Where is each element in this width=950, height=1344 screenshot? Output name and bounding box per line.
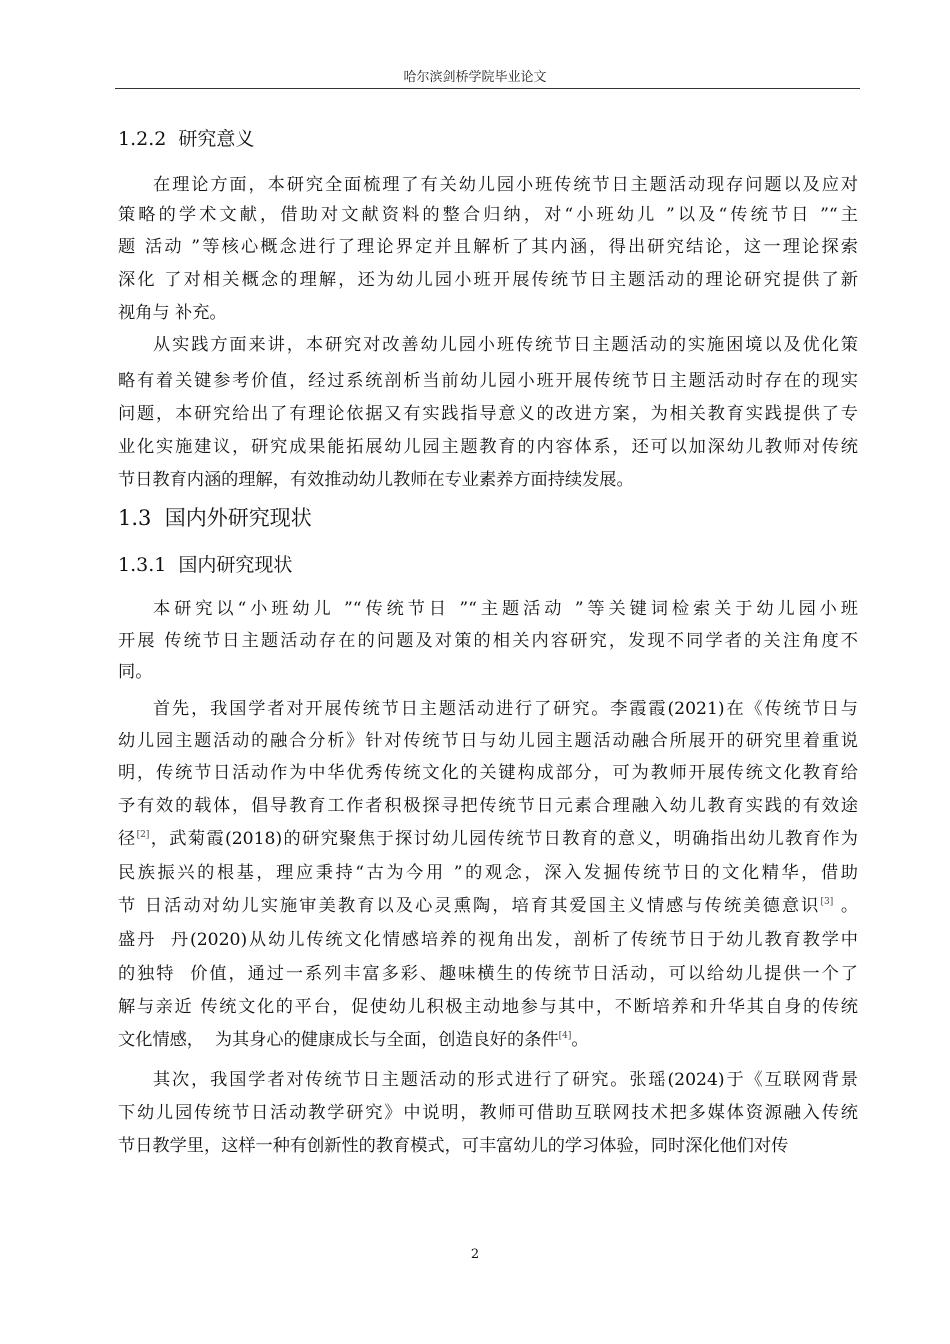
paragraph-line	[118, 1029, 858, 1051]
paragraph-line: 在理论方面，本研究全面梳理了有关幼儿园小班传统节日主题活动现存问题以及应对	[153, 175, 858, 195]
text-run: 节 日活动对幼儿实施审美教育以及心灵熏陶，培育其爱国主义情感与传统美德意识	[118, 896, 821, 916]
text-run: ，武菊霞(2018)的研究聚焦于探讨幼儿园传统节日教育的意义，明确指出幼儿教育作为	[149, 829, 858, 849]
section-heading: 1.3.1 国内研究现状	[118, 554, 293, 576]
paragraph-line: 首先，我国学者对开展传统节日主题活动进行了研究。李霞霞(2021)在《传统节日与	[153, 699, 858, 719]
paragraph-line: 其次，我国学者对传统节日主题活动的形式进行了研究。张瑶(2024)于《互联网背景	[153, 1070, 858, 1090]
citation-superscript[interactable]: [4]	[558, 1031, 572, 1041]
paragraph-line: 的独特 价值，通过一系列丰富多彩、趣味横生的传统节日活动，可以给幼儿提供一个了	[118, 964, 858, 984]
paragraph-line: 略有着关键参考价值，经过系统剖析当前幼儿园小班开展传统节日主题活动时存在的现实	[118, 371, 858, 391]
paragraph-line: 予有效的载体，倡导教育工作者积极探寻把传统节日元素合理融入幼儿教育实践的有效途	[118, 796, 858, 816]
paragraph-line: 同。	[118, 662, 153, 682]
section-heading: 1.3 国内外研究现状	[118, 506, 312, 530]
paragraph-line: 明，传统节日活动作为中华优秀传统文化的关键构成部分，可为教师开展传统文化教育给	[118, 763, 858, 783]
paragraph-line: 问题，本研究给出了有理论依据又有实践指导意义的改进方案，为相关教育实践提供了专	[118, 404, 858, 424]
paragraph-line: 节日教育内涵的理解，有效推动幼儿教师在专业素养方面持续发展。	[118, 470, 634, 490]
paragraph-line: 下幼儿园传统节日活动教学研究》中说明，教师可借助互联网技术把多媒体资源融入传统	[118, 1103, 858, 1123]
citation-superscript[interactable]: [3]	[820, 897, 834, 907]
paragraph-line: 视角与 补充。	[118, 303, 227, 323]
paragraph-line: 题 活动 ”等核心概念进行了理论界定并且解析了其内涵，得出研究结论，这一理论探索	[118, 237, 858, 257]
paragraph-line: 深化 了对相关概念的理解，还为幼儿园小班开展传统节日主题活动的理论研究提供了新	[118, 270, 858, 290]
page-number: 2	[470, 1247, 480, 1262]
header-rule	[115, 88, 860, 89]
section-heading: 1.2.2 研究意义	[118, 128, 255, 150]
paragraph-line	[118, 828, 858, 850]
text-run: 文化情感， 为其身心的健康成长与全面，创造良好的条件	[118, 1030, 559, 1050]
paragraph-line: 本研究以“小班幼儿 ”“传统节日 ”“主题活动 ”等关键词检索关于幼儿园小班	[153, 599, 858, 619]
text-run: 径	[118, 829, 137, 849]
paragraph-line	[118, 895, 858, 917]
paragraph-line: 盛丹 丹(2020)从幼儿传统文化情感培养的视角出发，剖析了传统节日于幼儿教育教学中	[118, 930, 858, 950]
paragraph-line: 开展 传统节日主题活动存在的问题及对策的相关内容研究，发现不同学者的关注角度不	[118, 631, 858, 651]
paragraph-line: 节日教学里，这样一种有创新性的教育模式，可丰富幼儿的学习体验，同时深化他们对传	[118, 1136, 789, 1156]
paragraph-line: 幼儿园主题活动的融合分析》针对传统节日与幼儿园主题活动融合所展开的研究里着重说	[118, 731, 858, 751]
paragraph-line: 民族振兴的根基，理应秉持“古为今用 ”的观念，深入发掘传统节日的文化精华，借助	[118, 863, 858, 883]
text-run: 。	[571, 1030, 589, 1050]
paragraph-line: 业化实施建议，研究成果能拓展幼儿园主题教育的内容体系，还可以加深幼儿教师对传统	[118, 437, 858, 457]
text-run: 。	[833, 896, 859, 916]
citation-superscript[interactable]: [2]	[136, 830, 150, 840]
running-header: 哈尔滨剑桥学院毕业论文	[403, 70, 547, 85]
paragraph-line: 解与亲近 传统文化的平台，促使幼儿积极主动地参与其中，不断培养和升华其自身的传统	[118, 997, 858, 1017]
paragraph-line: 策略的学术文献，借助对文献资料的整合归纳，对“小班幼儿 ”以及“传统节日 ”“主	[118, 205, 858, 225]
paragraph-line: 从实践方面来讲，本研究对改善幼儿园小班传统节日主题活动的实施困境以及优化策	[153, 335, 858, 355]
